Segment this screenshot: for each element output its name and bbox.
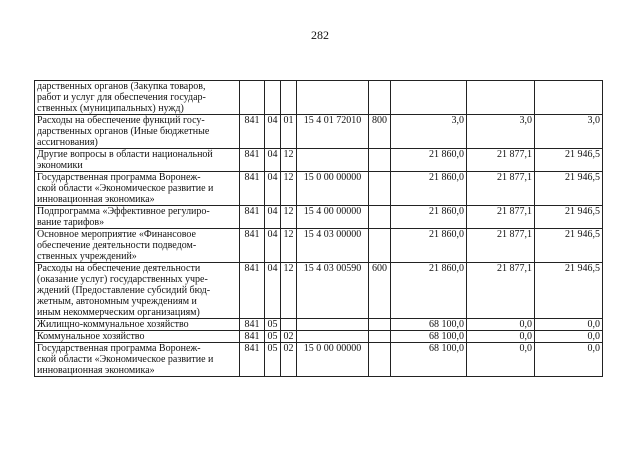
amount-year2-cell: 3,0 — [467, 115, 535, 149]
item-name-cell — [35, 206, 240, 229]
amount-year3-cell: 21 946,5 — [535, 149, 603, 172]
amount-year2-cell: 0,0 — [467, 319, 535, 331]
table-row — [35, 149, 603, 172]
item-name-line: дарственных органов (Закупка товаров, — [37, 81, 206, 92]
item-name-line: Подпрограмма «Эффективное регулиро- — [37, 206, 210, 217]
item-name-line: Расходы на обеспечение функций госу- — [37, 115, 205, 126]
table-row — [35, 206, 603, 229]
table-row — [35, 263, 603, 319]
subsection-cell — [281, 81, 297, 115]
expense-type-cell: 800 — [369, 115, 391, 149]
item-name-line: Другие вопросы в области национальной — [37, 149, 213, 160]
grbs-cell: 841 — [240, 229, 265, 263]
amount-year1-cell: 21 860,0 — [391, 149, 467, 172]
item-name-cell — [35, 331, 240, 343]
amount-year1-cell: 21 860,0 — [391, 206, 467, 229]
amount-year1-cell: 21 860,0 — [391, 172, 467, 206]
item-name-line: инновационная экономика» — [37, 194, 155, 205]
item-name-line: Жилищно-коммунальное хозяйство — [37, 319, 189, 330]
amount-year2-cell: 21 877,1 — [467, 149, 535, 172]
amount-year2-cell: 0,0 — [467, 343, 535, 377]
table-row — [35, 343, 603, 377]
item-name-line: экономики — [37, 160, 83, 171]
amount-year3-cell: 0,0 — [535, 331, 603, 343]
item-name-cell — [35, 81, 240, 115]
subsection-cell: 12 — [281, 172, 297, 206]
grbs-cell: 841 — [240, 319, 265, 331]
amount-year1-cell: 68 100,0 — [391, 319, 467, 331]
amount-year2-cell: 21 877,1 — [467, 263, 535, 319]
expense-type-cell: 600 — [369, 263, 391, 319]
amount-year3-cell: 21 946,5 — [535, 206, 603, 229]
section-cell: 04 — [265, 115, 281, 149]
subsection-cell: 02 — [281, 343, 297, 377]
item-name-cell — [35, 115, 240, 149]
expense-type-cell — [369, 331, 391, 343]
item-name-cell — [35, 343, 240, 377]
target-article-cell — [297, 149, 369, 172]
item-name-line: Государственная программа Воронеж- — [37, 343, 201, 354]
target-article-cell: 15 4 01 72010 — [297, 115, 369, 149]
expense-type-cell — [369, 81, 391, 115]
item-name-cell — [35, 172, 240, 206]
amount-year3-cell: 0,0 — [535, 319, 603, 331]
amount-year1-cell: 21 860,0 — [391, 229, 467, 263]
grbs-cell: 841 — [240, 206, 265, 229]
item-name-line: работ и услуг для обеспечения государ- — [37, 92, 206, 103]
target-article-cell — [297, 81, 369, 115]
table-row — [35, 172, 603, 206]
section-cell: 04 — [265, 172, 281, 206]
section-cell: 04 — [265, 149, 281, 172]
item-name-line: (оказание услуг) государственных учре- — [37, 274, 208, 285]
section-cell: 05 — [265, 331, 281, 343]
section-cell: 04 — [265, 229, 281, 263]
amount-year2-cell: 0,0 — [467, 331, 535, 343]
amount-year3-cell: 21 946,5 — [535, 263, 603, 319]
item-name-line: Государственная программа Воронеж- — [37, 172, 201, 183]
amount-year2-cell: 21 877,1 — [467, 229, 535, 263]
target-article-cell: 15 0 00 00000 — [297, 172, 369, 206]
item-name-cell — [35, 149, 240, 172]
item-name-line: ственных учреждений» — [37, 251, 137, 262]
item-name-cell — [35, 263, 240, 319]
section-cell: 04 — [265, 263, 281, 319]
expense-type-cell — [369, 343, 391, 377]
amount-year2-cell — [467, 81, 535, 115]
grbs-cell: 841 — [240, 263, 265, 319]
item-name-line: Коммунальное хозяйство — [37, 331, 145, 342]
subsection-cell: 12 — [281, 149, 297, 172]
amount-year1-cell: 3,0 — [391, 115, 467, 149]
target-article-cell — [297, 319, 369, 331]
section-cell: 05 — [265, 343, 281, 377]
section-cell: 04 — [265, 206, 281, 229]
item-name-cell — [35, 229, 240, 263]
item-name-line: обеспечение деятельности подведом- — [37, 240, 197, 251]
subsection-cell: 01 — [281, 115, 297, 149]
item-name-line: ской области «Экономическое развитие и — [37, 354, 214, 365]
target-article-cell: 15 4 00 00000 — [297, 206, 369, 229]
subsection-cell: 12 — [281, 206, 297, 229]
item-name-line: жетным, автономным учреждениям и — [37, 296, 197, 307]
subsection-cell: 12 — [281, 263, 297, 319]
amount-year3-cell: 21 946,5 — [535, 172, 603, 206]
table-row — [35, 229, 603, 263]
subsection-cell: 12 — [281, 229, 297, 263]
grbs-cell: 841 — [240, 331, 265, 343]
target-article-cell: 15 0 00 00000 — [297, 343, 369, 377]
amount-year1-cell: 68 100,0 — [391, 343, 467, 377]
amount-year1-cell: 21 860,0 — [391, 263, 467, 319]
amount-year3-cell — [535, 81, 603, 115]
amount-year1-cell: 68 100,0 — [391, 331, 467, 343]
expense-type-cell — [369, 172, 391, 206]
subsection-cell: 02 — [281, 331, 297, 343]
amount-year2-cell: 21 877,1 — [467, 172, 535, 206]
target-article-cell: 15 4 03 00000 — [297, 229, 369, 263]
target-article-cell: 15 4 03 00590 — [297, 263, 369, 319]
grbs-cell — [240, 81, 265, 115]
amount-year3-cell: 0,0 — [535, 343, 603, 377]
item-name-line: иным некоммерческим организациям) — [37, 307, 200, 318]
amount-year3-cell: 3,0 — [535, 115, 603, 149]
page-number: 282 — [311, 28, 329, 42]
expense-type-cell — [369, 149, 391, 172]
table-row — [35, 81, 603, 115]
item-name-line: дарственных органов (Иные бюджетные — [37, 126, 210, 137]
amount-year1-cell — [391, 81, 467, 115]
amount-year2-cell: 21 877,1 — [467, 206, 535, 229]
grbs-cell: 841 — [240, 172, 265, 206]
item-name-line: ственных (муниципальных) нужд) — [37, 103, 184, 114]
section-cell — [265, 81, 281, 115]
item-name-line: вание тарифов» — [37, 217, 105, 228]
expense-type-cell — [369, 206, 391, 229]
item-name-line: инновационная экономика» — [37, 365, 155, 376]
section-cell: 05 — [265, 319, 281, 331]
item-name-line: ассигнования) — [37, 137, 98, 148]
item-name-cell — [35, 319, 240, 331]
table-row — [35, 115, 603, 149]
expense-type-cell — [369, 319, 391, 331]
budget-table — [34, 80, 603, 377]
item-name-line: ждений (Предоставление субсидий бюд- — [37, 285, 211, 296]
subsection-cell — [281, 319, 297, 331]
table-row — [35, 319, 603, 331]
item-name-line: Основное мероприятие «Финансовое — [37, 229, 196, 240]
grbs-cell: 841 — [240, 149, 265, 172]
grbs-cell: 841 — [240, 343, 265, 377]
grbs-cell: 841 — [240, 115, 265, 149]
table-row — [35, 331, 603, 343]
expense-type-cell — [369, 229, 391, 263]
target-article-cell — [297, 331, 369, 343]
item-name-line: Расходы на обеспечение деятельности — [37, 263, 201, 274]
amount-year3-cell: 21 946,5 — [535, 229, 603, 263]
item-name-line: ской области «Экономическое развитие и — [37, 183, 214, 194]
